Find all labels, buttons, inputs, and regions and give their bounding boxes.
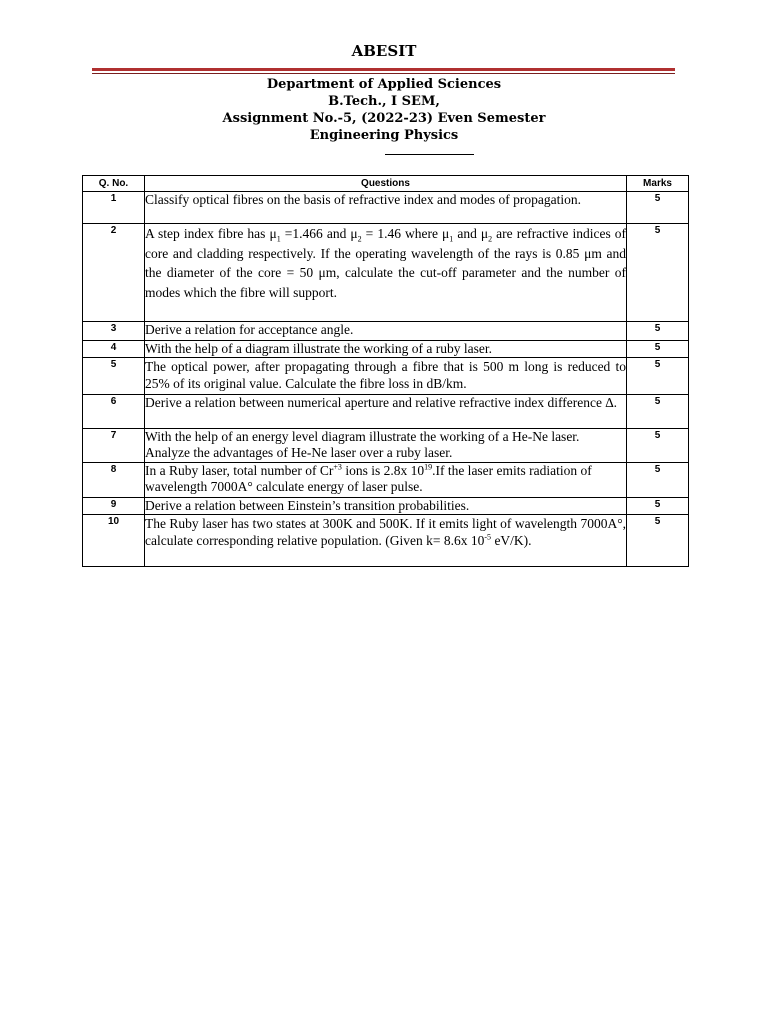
question-marks: 5 [627, 322, 689, 341]
table-row [83, 341, 689, 358]
question-text: The optical power, after propagating through a fibre that is 500 m long is reduced to 25% of its original value. Calculate the fibre loss in dB/km. [145, 358, 627, 395]
question-marks: 5 [627, 429, 689, 463]
col-header-questions: Questions [145, 176, 627, 192]
table-row [83, 192, 689, 224]
question-marks: 5 [627, 395, 689, 429]
questions-table [82, 175, 689, 567]
question-text: Derive a relation for acceptance angle. [145, 322, 627, 341]
question-marks: 5 [627, 341, 689, 358]
table-row [83, 515, 689, 567]
table-row [83, 463, 689, 498]
col-header-marks: Marks [627, 176, 689, 192]
subject-heading: Engineering Physics [309, 128, 459, 143]
question-text: Derive a relation between numerical aperture and relative refractive index difference ∆. [145, 395, 627, 429]
table-row [83, 395, 689, 429]
question-marks: 5 [627, 192, 689, 224]
question-number: 3 [83, 322, 145, 341]
question-number: 9 [83, 498, 145, 515]
table-header-row [83, 176, 689, 192]
table-row [83, 498, 689, 515]
assignment-heading: Assignment No.-5, (2022-23) Even Semester [222, 111, 546, 126]
question-text: Classify optical fibres on the basis of refractive index and modes of propagation. [145, 192, 627, 224]
question-number: 10 [83, 515, 145, 567]
department-heading: Department of Applied Sciences [266, 77, 502, 92]
table-row [83, 358, 689, 395]
question-text: With the help of a diagram illustrate the working of a ruby laser. [145, 341, 627, 358]
question-number: 2 [83, 224, 145, 322]
question-text: The Ruby laser has two states at 300K and 500K. If it emits light of wavelength 7000A°, calculate corresponding relative population. (Given k= 8.6x $10^{-5}$ eV/K). [145, 515, 627, 567]
question-marks: 5 [627, 463, 689, 498]
question-number: 5 [83, 358, 145, 395]
table-row [83, 224, 689, 322]
table-row [83, 429, 689, 463]
question-marks: 5 [627, 224, 689, 322]
table-row [83, 322, 689, 341]
header-divider-thick [92, 68, 675, 71]
question-number: 6 [83, 395, 145, 429]
course-heading: B.Tech., I SEM, [328, 94, 440, 109]
col-header-qno: Q. No. [83, 176, 145, 192]
question-number: 7 [83, 429, 145, 463]
question-marks: 5 [627, 358, 689, 395]
question-marks: 5 [627, 498, 689, 515]
question-text: With the help of an energy level diagram illustrate the working of a He-Ne laser. Analyze the advantages of He-Ne laser over a ruby laser. [145, 429, 627, 463]
question-number: 1 [83, 192, 145, 224]
question-text: A step index fibre has $\mu_1 =1.466$ and $\mu_2 = 1.46$ where $\mu_1$ and $\mu_2$ are refractive indices of core and cladding respectively. If the operating wavelength of the rays is 0.85 μm and the diameter of the core = 50 μm, calculate the cut-off parameter and the number of modes which the fibre will support. [145, 224, 627, 322]
header-divider-thin [92, 73, 675, 74]
question-number: 4 [83, 341, 145, 358]
institute-title: ABESIT [351, 42, 417, 60]
question-text: In a Ruby laser, total number of $Cr^{+3}$ ions is 2.8x $10^{19}.If$ the laser emits radiation of wavelength 7000A° calculate energy of laser pulse. [145, 463, 627, 498]
question-number: 8 [83, 463, 145, 498]
question-marks: 5 [627, 515, 689, 567]
heading-underline [385, 154, 474, 155]
question-text: Derive a relation between Einstein’s transition probabilities. [145, 498, 627, 515]
